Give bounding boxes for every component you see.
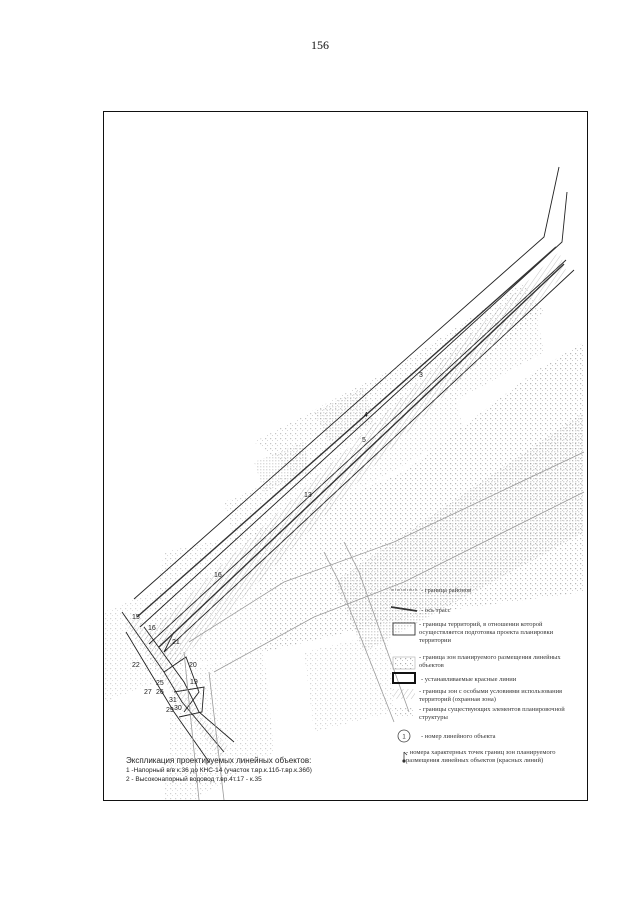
point-label: 20 <box>189 662 197 669</box>
point-label: 16 <box>148 625 156 632</box>
legend-district-boundary-label: - граница районов <box>421 587 472 594</box>
legend-object-number-label: - номер линейного объекта <box>421 733 496 740</box>
legend-red-line-symbol <box>393 673 415 683</box>
legend-special-zone-symbol <box>393 689 415 699</box>
explication <box>126 756 426 784</box>
point-label: 16 <box>214 572 222 579</box>
point-label: 31 <box>169 697 177 704</box>
explication-title: Экспликация проектируемых линейных объектов: <box>126 756 312 765</box>
legend-territory-boundary-label: - границы территорий, в отношении которой осуществляется подготовка проекта планировки территории <box>419 621 554 644</box>
legend-route-axis-label: - ось трасс <box>421 607 451 614</box>
point-label: 30 <box>174 705 182 712</box>
legend-object-number-glyph: 1 <box>402 734 406 741</box>
point-label: 5 <box>362 437 366 444</box>
point-label: 26 <box>156 689 164 696</box>
legend-point-number-label: - номера характерных точек границ зон планируемого размещения линейных объектов (красных линий) <box>406 749 556 764</box>
point-label: 21 <box>172 639 180 646</box>
map-frame <box>103 111 588 801</box>
point-label: 25 <box>156 680 164 687</box>
page-number: 156 <box>311 38 329 52</box>
explication-item: 2 - Высоконапорный водовод т.вр.4т.17 - к.35 <box>126 776 262 783</box>
point-label: 22 <box>132 662 140 669</box>
route-map <box>104 112 587 800</box>
legend-structure-boundary-symbol <box>393 708 415 718</box>
point-label: 3 <box>419 372 423 379</box>
point-label: 29 <box>166 707 174 714</box>
point-label: 15 <box>132 614 140 621</box>
legend-red-line-label: - устанавливаемые красные линии <box>421 676 517 683</box>
point-label: 4 <box>364 412 368 419</box>
point-label: 27 <box>144 689 152 696</box>
legend-special-zone-label: - границы зон с особыми условиями использования территорий (охранная зона) <box>419 688 563 703</box>
point-label: 19 <box>190 679 198 686</box>
legend-structure-boundary-label: - границы существующих элементов планировочной структуры <box>419 706 565 721</box>
legend-zone-boundary-symbol <box>393 657 415 669</box>
legend-zone-boundary-label: - граница зон планируемого размещения линейных объектов <box>419 654 561 669</box>
explication-item: 1 -Напорный в/в к.36 до КНС-14 (участок т.вр.к.11б-т.вр.к.36б) <box>126 767 312 774</box>
point-label: 13 <box>304 492 312 499</box>
